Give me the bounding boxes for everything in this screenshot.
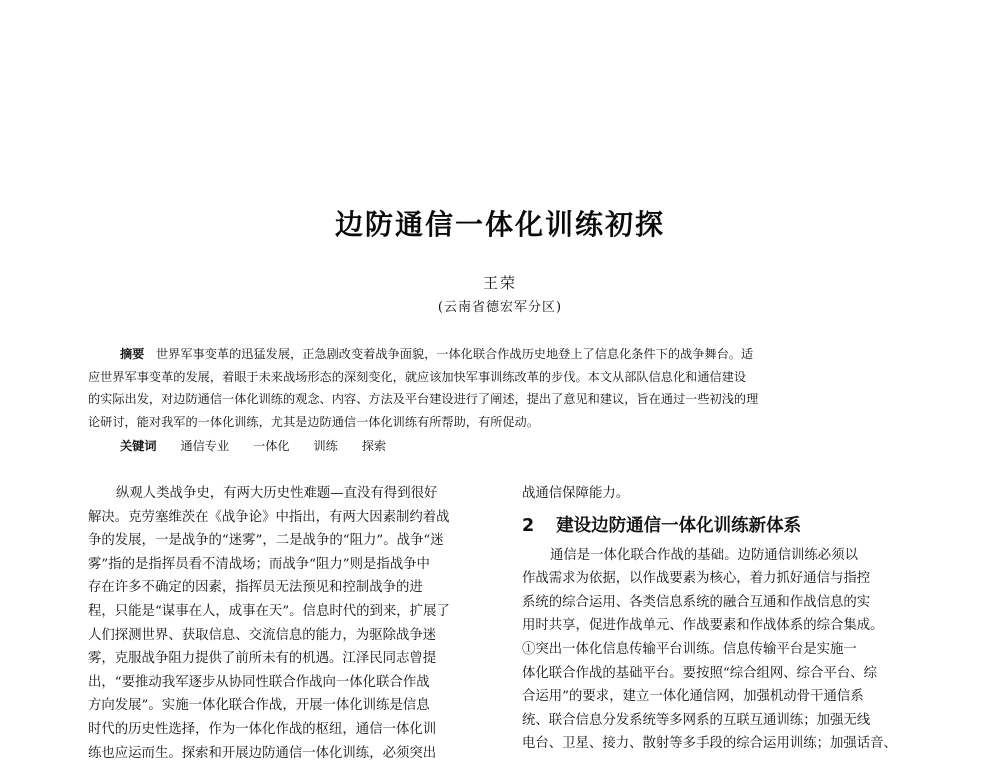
paragraph-line: 解决。克劳塞维茨在《战争论》中指出，有两大因素制约着战 [88, 509, 450, 525]
article-title: 边防通信一体化训练初探 [334, 208, 665, 241]
paragraph-line: 用时共享，促进作战单元、作战要素和作战体系的综合集成。 [522, 618, 884, 634]
author-affiliation: (云南省德宏军分区) [437, 300, 563, 315]
paragraph-line: 纵观人类战争史，有两大历史性难题—直没有得到很好 [116, 486, 438, 501]
keywords-block [120, 437, 386, 454]
abstract-line: 的实际出发，对边防通信一体化训练的观念、内容、方法及平台建设进行了阐述，提出了意见和建议，旨在通过一些初浅的理 [88, 392, 759, 406]
keyword-item: 一体化 [253, 439, 290, 453]
body-left-column [88, 482, 492, 765]
keywords-label: 关键词 [120, 439, 157, 453]
keyword-item: 训练 [313, 439, 338, 453]
abstract-line: 论研讨，能对我军的一体化训练，尤其是边防通信一体化训练有所帮助，有所促动。 [88, 414, 539, 429]
abstract-block [88, 343, 916, 433]
paragraph-line: 存在许多不确定的因素，指挥员无法预见和控制战争的进 [88, 580, 423, 596]
paragraph-line: 雾，克服战争阻力提供了前所未有的机遇。江泽民同志曾提 [88, 651, 437, 667]
paragraph-line: 作战需求为依据，以作战要素为核心，着力抓好通信与指控 [522, 571, 871, 587]
paragraph-line: 体化联合作战的基础平台。要按照“综合组网、综合平台、综 [522, 665, 877, 681]
keyword-item: 探索 [361, 439, 387, 453]
paragraph-line: 时代的历史性选择，作为一体化作战的枢纽，通信一体化训 [88, 721, 437, 737]
section-heading [522, 514, 918, 538]
paragraph-line: 人们探测世界、获取信息、交流信息的能力，为驱除战争迷 [88, 627, 437, 643]
paragraph-line: 练也应运而生。探索和开展边防通信一体化训练，必须突出 [88, 745, 437, 761]
paragraph-line: 争的发展，一是战争的“迷雾”，二是战争的“阻力”。战争“迷 [88, 533, 444, 549]
section-number: 2 [522, 515, 535, 536]
paragraph-line: 合运用”的要求，建立一体化通信网，加强机动骨干通信系 [522, 689, 864, 705]
paragraph-line: 战通信保障能力。 [522, 486, 630, 501]
paragraph-line: 通信是一体化联合作战的基础。边防通信训练必须以 [550, 547, 858, 563]
paragraph-line: 统、联合信息分发系统等多网系的互联互通训练；加强无线 [522, 712, 871, 728]
abstract-text: 世界军事变革的迅猛发展，正急剧改变着战争面貌，一体化联合作战历史地登上了信息化条件下的战争舞台。适 [156, 347, 754, 361]
body-right-column [522, 482, 918, 756]
paragraph-line: ①突出一体化信息传输平台训练。信息传输平台是实施一 [522, 641, 857, 657]
abstract-line [88, 343, 916, 366]
section-title: 建设边防通信一体化训练新体系 [556, 515, 802, 536]
paragraph-line: 出，“要推动我军逐步从协同性联合作战向一体化联合作战 [88, 674, 430, 690]
abstract-line: 应世界军事变革的发展，着眼于未来战场形态的深刻变化，就应该加快军事训练改革的步伐。本文从部队信息化和通信建设 [88, 369, 747, 384]
keyword-item: 通信专业 [180, 439, 230, 453]
paragraph-line: 系统的综合运用、各类信息系统的融合互通和作战信息的实 [522, 594, 871, 610]
paragraph-line: 程，只能是“谋事在人，成事在天”。信息时代的到来，扩展了 [88, 603, 450, 619]
abstract-label: 摘要 [120, 347, 145, 361]
paragraph-line: 电台、卫星、接力、散射等多手段的综合运用训练；加强话音、 [522, 736, 897, 752]
paragraph-line: 方向发展”。实施一体化联合作战，开展一体化训练是信息 [88, 698, 430, 714]
paragraph-line: 雾”指的是指挥员看不清战场；而战争“阻力”则是指战争中 [88, 556, 430, 572]
article-author: 王荣 [482, 274, 517, 292]
